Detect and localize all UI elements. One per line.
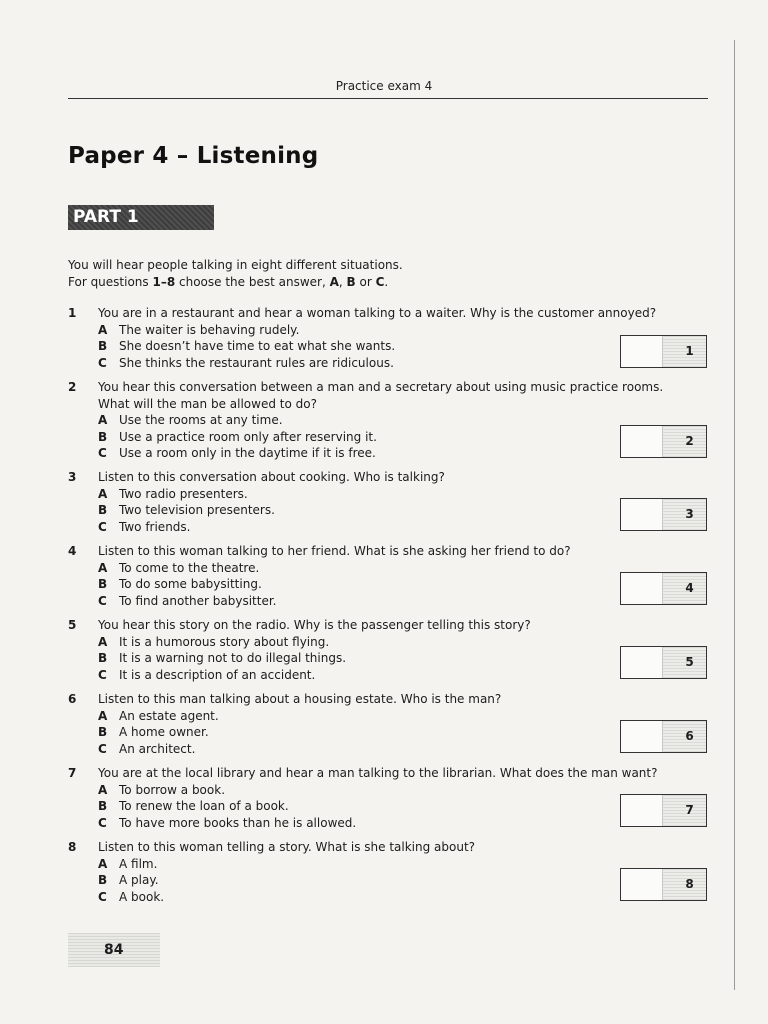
- option-text: To renew the loan of a book.: [119, 799, 289, 813]
- header-rule: [68, 98, 708, 99]
- running-header: Practice exam 4: [335, 79, 433, 93]
- question-8: [68, 839, 668, 905]
- instructions-line-2: [68, 274, 403, 291]
- answer-option: [98, 576, 668, 593]
- option-text: It is a humorous story about flying.: [119, 634, 330, 649]
- option-letter: B: [98, 577, 108, 591]
- question-text: What will the man be allowed to do?: [98, 396, 317, 411]
- answer-box-6[interactable]: [620, 720, 707, 753]
- option-letter: A: [98, 782, 108, 797]
- option-letter: A: [98, 708, 108, 723]
- answer-box-number: 4: [662, 573, 706, 604]
- answer-option: [98, 429, 668, 446]
- question-text: You hear this conversation between a man and a secretary about using music practice rooms.: [98, 380, 664, 394]
- option-text: A home owner.: [119, 725, 209, 739]
- question-7: [68, 765, 668, 831]
- page-title: Paper 4 – Listening: [68, 143, 319, 169]
- option-letter: C: [98, 889, 107, 904]
- option-letter: C: [98, 815, 107, 830]
- option-text: To do some babysitting.: [119, 577, 262, 591]
- option-text: Use a room only in the daytime if it is free.: [119, 446, 376, 460]
- question-text: You are at the local library and hear a man talking to the librarian. What does the man want?: [98, 766, 658, 780]
- answer-option: [98, 798, 668, 815]
- option-letter: C: [98, 593, 107, 608]
- option-letter: A: [98, 856, 108, 871]
- option-letter: A: [98, 486, 108, 501]
- answer-box-3[interactable]: [620, 498, 707, 531]
- option-text: To find another babysitter.: [119, 593, 277, 608]
- option-text: She thinks the restaurant rules are ridiculous.: [119, 355, 394, 370]
- question-number: 6: [68, 692, 77, 706]
- option-text: It is a warning not to do illegal things.: [119, 651, 347, 665]
- answer-box-number: 7: [662, 795, 706, 826]
- answer-option: [98, 667, 668, 684]
- answer-option: [98, 593, 668, 610]
- option-text: It is a description of an accident.: [119, 667, 316, 682]
- answer-box-number: 5: [662, 647, 706, 678]
- question-text: Listen to this conversation about cooking. Who is talking?: [98, 470, 445, 484]
- question-text: Listen to this man talking about a housing estate. Who is the man?: [98, 692, 502, 706]
- question-number: 4: [68, 544, 77, 558]
- answer-option: [98, 724, 668, 741]
- answer-option: [98, 889, 668, 906]
- page-edge-line: [734, 40, 735, 990]
- option-c-ref: C: [375, 274, 385, 289]
- option-text: Use the rooms at any time.: [119, 413, 283, 427]
- question-number: 2: [68, 380, 77, 394]
- answer-box-8[interactable]: [620, 868, 707, 901]
- instructions-text: or: [355, 274, 376, 289]
- option-text: Two radio presenters.: [119, 486, 248, 501]
- answer-option: [98, 782, 668, 799]
- option-text: A play.: [119, 873, 159, 887]
- option-letter: B: [98, 799, 108, 813]
- option-letter: B: [98, 429, 108, 444]
- option-b-ref: B: [346, 274, 356, 289]
- question-number: 5: [68, 618, 77, 632]
- option-text: Two television presenters.: [119, 503, 275, 517]
- answer-option: [98, 708, 668, 725]
- answer-option: [98, 412, 668, 429]
- question-1: [68, 305, 668, 371]
- option-a-ref: A: [329, 274, 339, 289]
- instructions-text: ,: [338, 274, 347, 289]
- question-number: 1: [68, 306, 77, 320]
- instructions-text: .: [384, 274, 389, 289]
- option-letter: A: [98, 634, 108, 649]
- question-3: [68, 469, 668, 535]
- answer-box-number: 1: [662, 336, 706, 367]
- question-range: 1–8: [152, 274, 176, 289]
- option-letter: B: [98, 339, 108, 353]
- answer-option: [98, 560, 668, 577]
- question-number: 7: [68, 766, 77, 780]
- answer-option: [98, 445, 668, 462]
- answer-option: [98, 634, 668, 651]
- answer-option: [98, 650, 668, 667]
- option-text: Two friends.: [119, 519, 191, 534]
- option-letter: B: [98, 725, 108, 739]
- option-letter: C: [98, 667, 107, 682]
- answer-box-number: 6: [662, 721, 706, 752]
- option-letter: A: [98, 413, 108, 427]
- answer-option: [98, 502, 668, 519]
- option-text: To borrow a book.: [119, 782, 226, 797]
- answer-option: [98, 815, 668, 832]
- instructions: [68, 257, 403, 290]
- question-text: Listen to this woman telling a story. What is she talking about?: [98, 840, 476, 854]
- option-letter: C: [98, 519, 107, 534]
- question-number: 8: [68, 840, 77, 854]
- question-5: [68, 617, 668, 683]
- option-letter: C: [98, 446, 107, 460]
- option-text: She doesn’t have time to eat what she wants.: [119, 339, 396, 353]
- question-4: [68, 543, 668, 609]
- answer-option: [98, 856, 668, 873]
- option-letter: A: [98, 560, 108, 575]
- question-6: [68, 691, 668, 757]
- answer-option: [98, 872, 668, 889]
- answer-box-number: 3: [662, 499, 706, 530]
- option-letter: B: [98, 651, 108, 665]
- answer-option: [98, 338, 668, 355]
- answer-box-1[interactable]: [620, 335, 707, 368]
- option-text: A book.: [119, 889, 165, 904]
- instructions-text: choose the best answer,: [175, 274, 330, 289]
- answer-option: [98, 741, 668, 758]
- option-text: An estate agent.: [119, 708, 219, 723]
- answer-box-7[interactable]: [620, 794, 707, 827]
- answer-option: [98, 519, 668, 536]
- answer-box-2[interactable]: [620, 425, 707, 458]
- option-letter: C: [98, 355, 107, 370]
- answer-box-number: 2: [662, 426, 706, 457]
- question-number: 3: [68, 470, 77, 484]
- option-text: An architect.: [119, 741, 196, 756]
- question-text: You are in a restaurant and hear a woman talking to a waiter. Why is the customer annoyed?: [98, 306, 657, 320]
- instructions-line-1: You will hear people talking in eight different situations.: [68, 258, 403, 272]
- answer-option: [98, 322, 668, 339]
- option-text: Use a practice room only after reserving it.: [119, 429, 377, 444]
- answer-box-5[interactable]: [620, 646, 707, 679]
- answer-option: [98, 355, 668, 372]
- question-2: [68, 379, 668, 462]
- option-text: To come to the theatre.: [119, 560, 260, 575]
- option-letter: B: [98, 873, 108, 887]
- page-number: 84: [68, 933, 160, 967]
- part-label: PART 1: [68, 205, 214, 230]
- instructions-text: For questions: [68, 274, 153, 289]
- answer-box-4[interactable]: [620, 572, 707, 605]
- option-text: The waiter is behaving rudely.: [119, 322, 300, 337]
- answer-box-number: 8: [662, 869, 706, 900]
- option-letter: B: [98, 503, 108, 517]
- question-text: You hear this story on the radio. Why is the passenger telling this story?: [98, 618, 531, 632]
- option-text: A film.: [119, 856, 158, 871]
- question-text: Listen to this woman talking to her friend. What is she asking her friend to do?: [98, 544, 571, 558]
- answer-option: [98, 486, 668, 503]
- option-letter: A: [98, 322, 108, 337]
- option-letter: C: [98, 741, 107, 756]
- option-text: To have more books than he is allowed.: [119, 815, 357, 830]
